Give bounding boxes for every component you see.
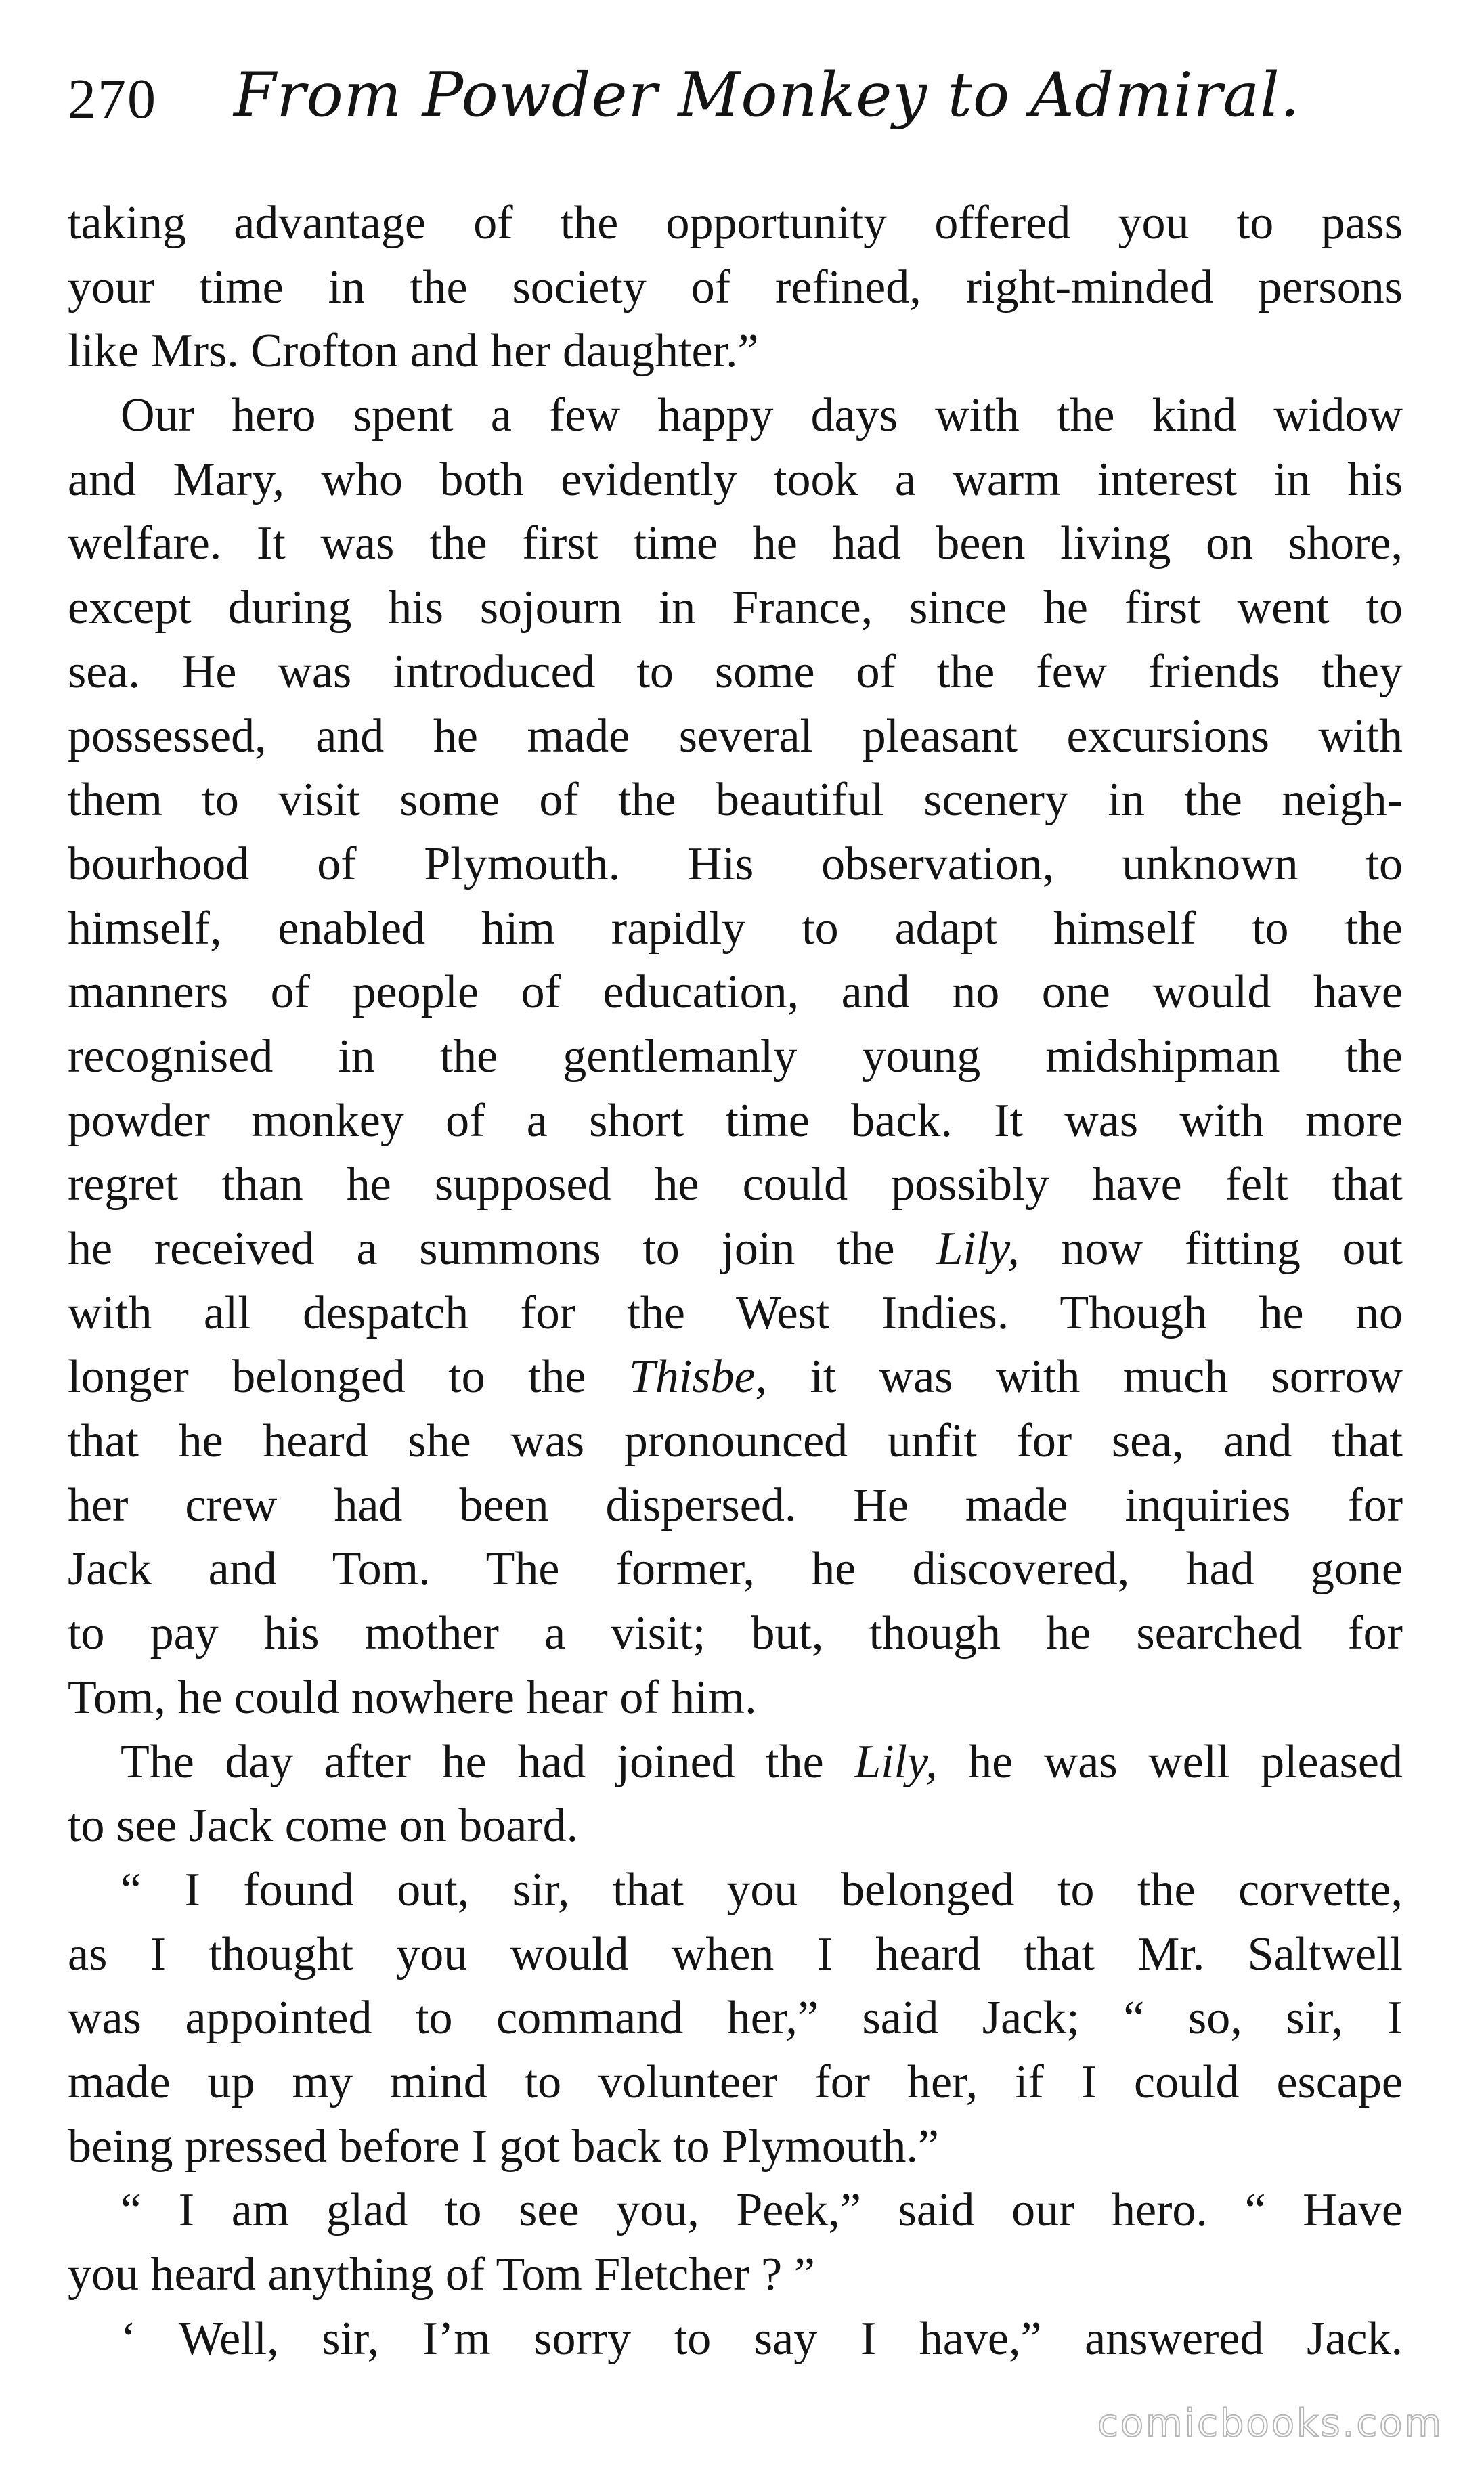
text-line: [68, 1410, 1403, 1474]
text-line: [68, 1858, 1403, 1923]
text-line: [68, 768, 1403, 833]
body-text: [68, 192, 1403, 2371]
text-line: [68, 1602, 1403, 1666]
line-text: her crew had been dispersed. He made inquiries for: [68, 1479, 1403, 1531]
line-text: longer belonged to the: [68, 1351, 629, 1404]
line-text: possessed, and he made several pleasant excursions with: [68, 710, 1403, 762]
text-line: [68, 1345, 1403, 1410]
text-line: [68, 576, 1403, 640]
ship-name: Lily,: [936, 1223, 1020, 1275]
text-line: [68, 1282, 1403, 1346]
text-line: [68, 897, 1403, 961]
line-text: recognised in the gentlemanly young midshipman the: [68, 1030, 1403, 1083]
line-text-continued: now fitting out: [1019, 1223, 1403, 1275]
line-text: “ I found out, sir, that you belonged to the corvette,: [121, 1863, 1403, 1916]
text-line: [68, 1794, 1403, 1858]
line-text: was appointed to command her,” said Jack; “ so, sir, I: [68, 1992, 1403, 2045]
text-line: [68, 705, 1403, 769]
text-line: [68, 192, 1403, 256]
text-line: [68, 2179, 1403, 2243]
text-line: [68, 1474, 1403, 1538]
text-line: [68, 2051, 1403, 2115]
text-line: [68, 512, 1403, 576]
line-text: that he heard she was pronounced unfit for sea, and that: [68, 1415, 1403, 1468]
text-line: [68, 256, 1403, 320]
text-line: [68, 2115, 1403, 2179]
line-text: your time in the society of refined, right-minded persons: [68, 261, 1403, 313]
text-line: [68, 384, 1403, 448]
line-text: and Mary, who both evidently took a warm interest in his: [68, 453, 1403, 506]
text-line: [68, 640, 1403, 705]
line-text: welfare. It was the first time he had been living on shore,: [68, 517, 1403, 570]
text-line: [68, 1025, 1403, 1089]
watermark: comicbooks.com: [1097, 2401, 1443, 2446]
line-text-continued: it was with much sorrow: [767, 1351, 1403, 1404]
line-text: like Mrs. Crofton and her daughter.”: [68, 325, 759, 378]
line-text: to pay his mother a visit; but, though he searched for: [68, 1607, 1403, 1660]
line-text: them to visit some of the beautiful scenery in the neigh-: [68, 774, 1403, 827]
running-title: From Powder Monkey to Admiral.: [234, 60, 1301, 131]
text-line: [68, 1538, 1403, 1602]
line-text: himself, enabled him rapidly to adapt himself to the: [68, 902, 1403, 955]
line-text: sea. He was introduced to some of the few friends they: [68, 645, 1403, 698]
line-text: being pressed before I got back to Plymouth.”: [68, 2120, 939, 2173]
line-text: regret than he supposed he could possibly have felt that: [68, 1158, 1403, 1211]
line-text: to see Jack come on board.: [68, 1800, 579, 1852]
line-text: as I thought you would when I heard that Mr. Saltwell: [68, 1928, 1403, 1980]
text-line: [68, 961, 1403, 1025]
line-text: bourhood of Plymouth. His observation, unknown to: [68, 838, 1403, 890]
line-text: ‘ Well, sir, I’m sorry to say I have,” answered Jack.: [121, 2312, 1403, 2365]
line-text: “ I am glad to see you, Peek,” said our hero. “ Have: [121, 2184, 1403, 2237]
text-line: [68, 448, 1403, 513]
line-text: taking advantage of the opportunity offered you to pass: [68, 197, 1403, 249]
line-text-continued: he was well pleased: [937, 1735, 1403, 1788]
line-text: The day after he had joined the: [121, 1735, 855, 1788]
text-line: [68, 1089, 1403, 1154]
text-line: [68, 833, 1403, 897]
line-text: with all despatch for the West Indies. Though he no: [68, 1286, 1403, 1339]
text-line: [68, 1666, 1403, 1731]
line-text: made up my mind to volunteer for her, if I could escape: [68, 2056, 1403, 2108]
text-line: [68, 1153, 1403, 1217]
text-line: [68, 1986, 1403, 2051]
text-line: [68, 1923, 1403, 1987]
line-text: manners of people of education, and no one would have: [68, 966, 1403, 1019]
line-text: except during his sojourn in France, since he first went to: [68, 582, 1403, 634]
text-line: [68, 2307, 1403, 2372]
ship-name: Lily,: [854, 1735, 938, 1788]
line-text: powder monkey of a short time back. It was with more: [68, 1094, 1403, 1147]
text-line: [68, 320, 1403, 384]
line-text: Jack and Tom. The former, he discovered, had gone: [68, 1543, 1403, 1596]
line-text: Our hero spent a few happy days with the kind widow: [121, 389, 1403, 442]
line-text: he received a summons to join the: [68, 1223, 937, 1275]
ship-name: Thisbe,: [628, 1351, 768, 1404]
page-number: 270: [68, 68, 157, 131]
line-text: Tom, he could nowhere hear of him.: [68, 1671, 757, 1724]
text-line: [68, 1731, 1403, 1795]
page-header: [68, 60, 1408, 148]
text-line: [68, 2243, 1403, 2307]
line-text: you heard anything of Tom Fletcher ? ”: [68, 2248, 815, 2301]
text-line: [68, 1217, 1403, 1282]
